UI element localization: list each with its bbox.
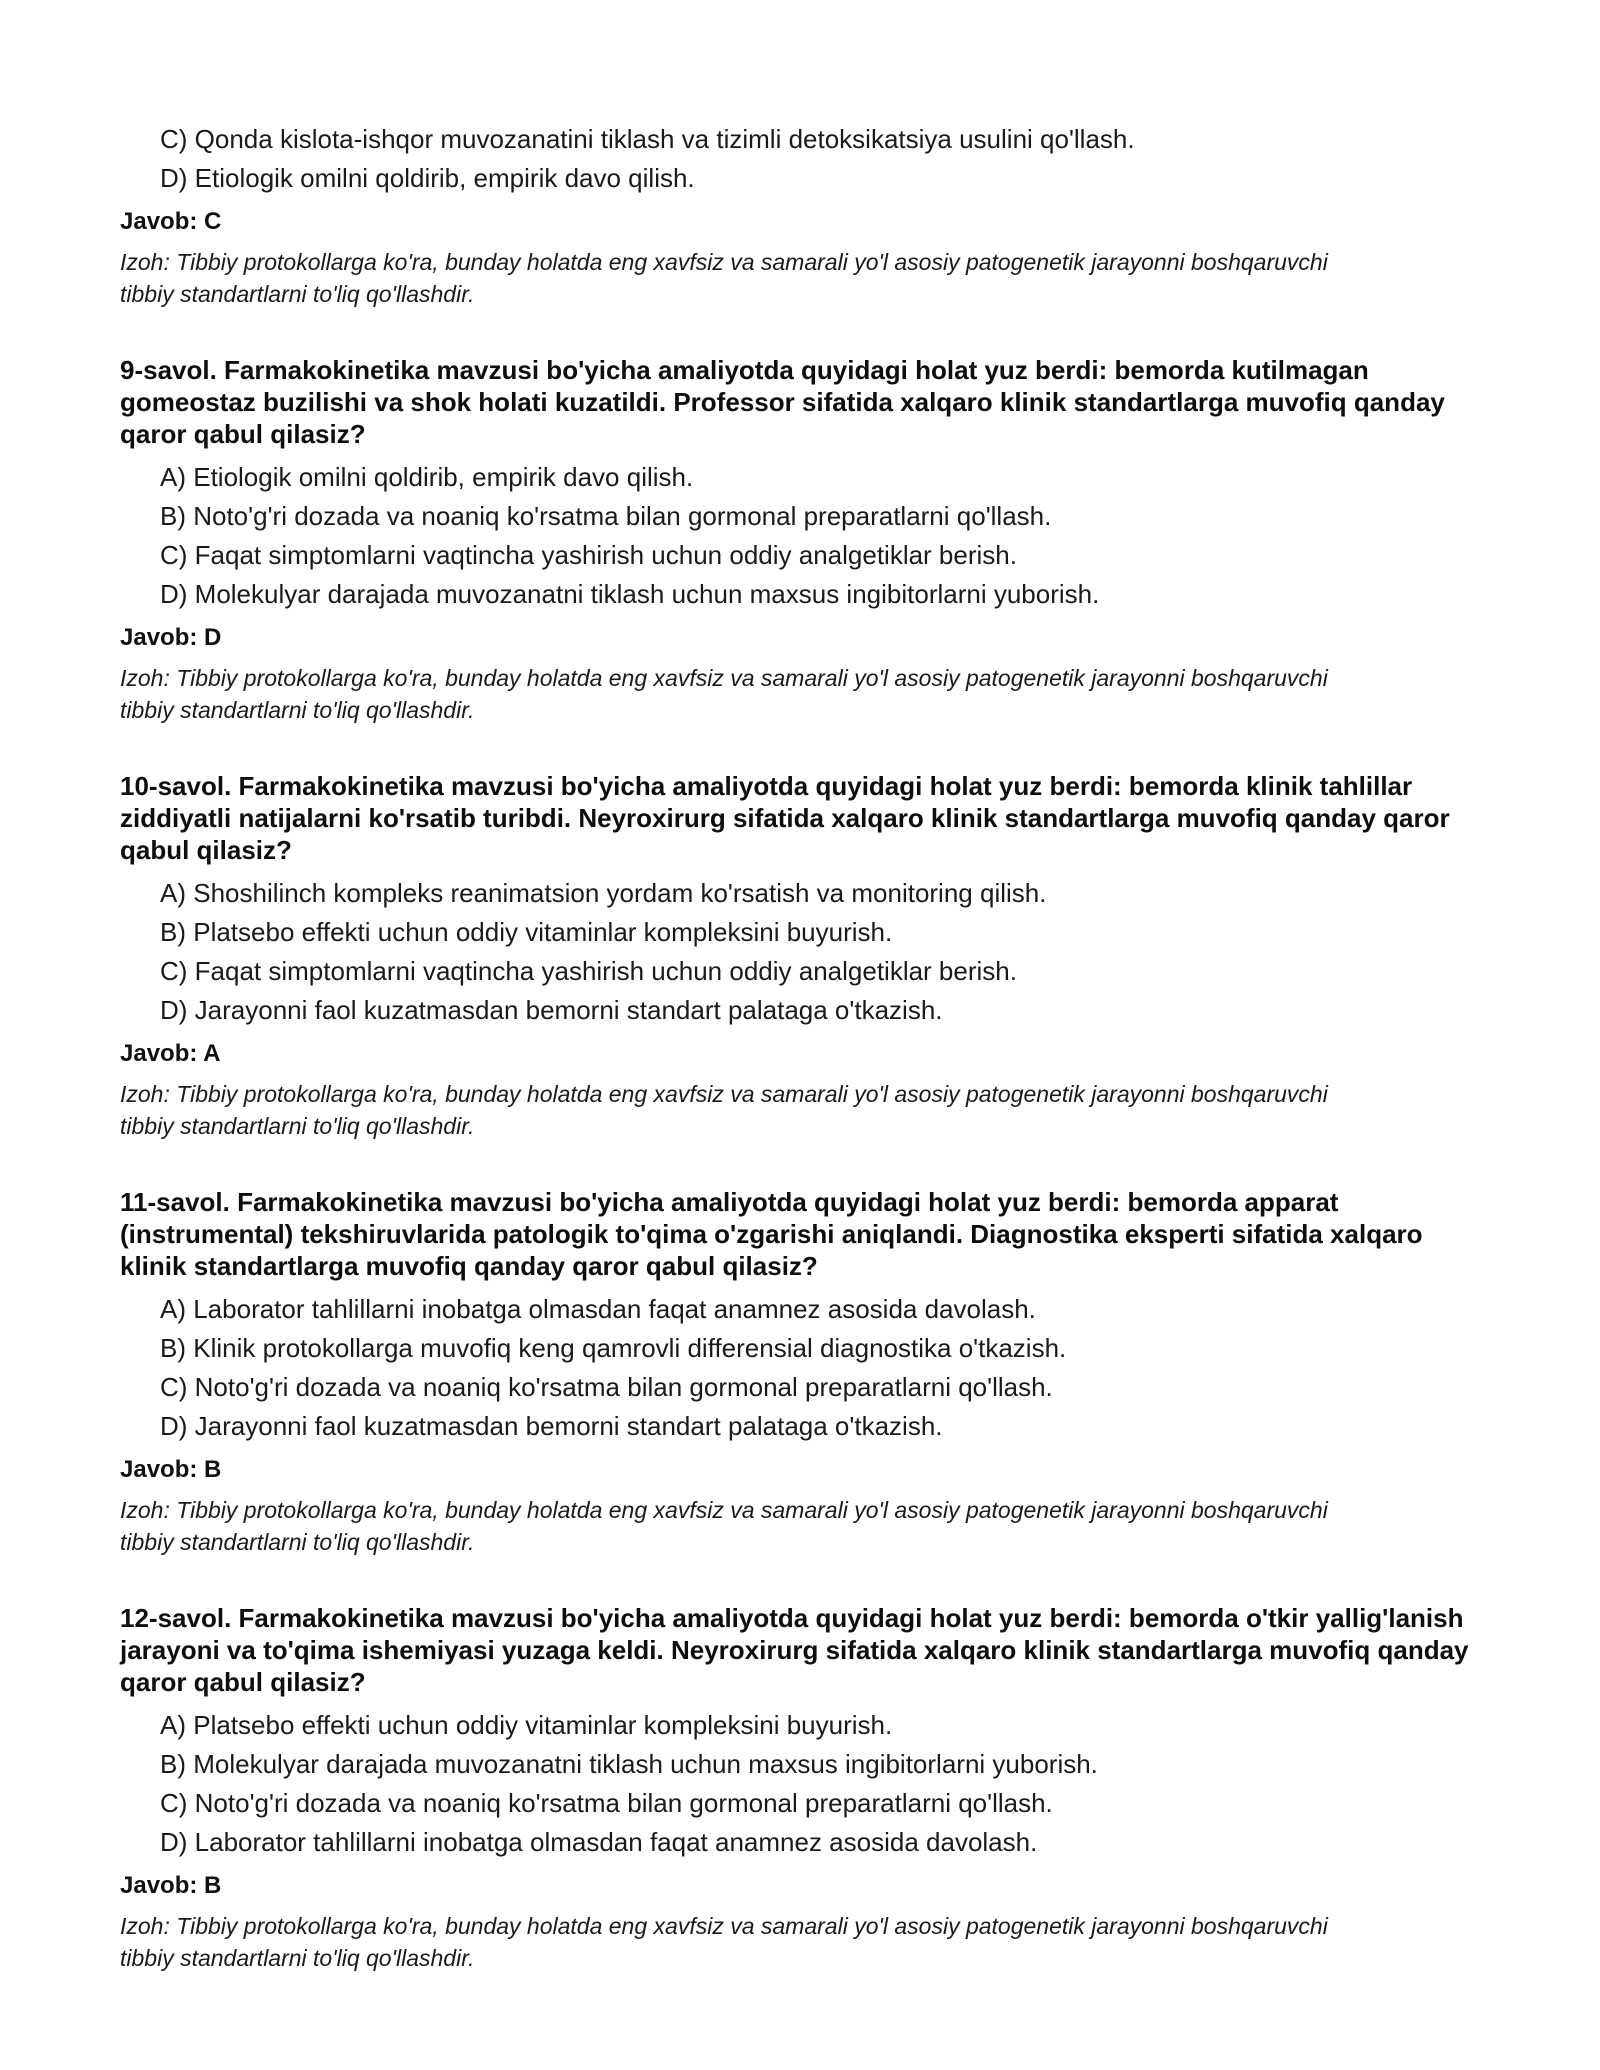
correct-answer: Javob: D bbox=[120, 624, 222, 651]
question-block-11 bbox=[120, 1186, 1480, 1558]
answer-options bbox=[120, 1706, 1480, 1862]
answer-option: C) Faqat simptomlarni vaqtincha yashirish uchun oddiy analgetiklar berish. bbox=[160, 956, 1017, 986]
answer-option: C) Noto'g'ri dozada va noaniq ko'rsatma bilan gormonal preparatlarni qo'llash. bbox=[160, 1372, 1053, 1402]
correct-answer: Javob: B bbox=[120, 1456, 222, 1483]
answer-option: D) Etiologik omilni qoldirib, empirik davo qilish. bbox=[160, 163, 695, 193]
answer-option: C) Qonda kislota-ishqor muvozanatini tiklash va tizimli detoksikatsiya usulini qo'llash. bbox=[160, 124, 1135, 154]
question-text: 11-savol. Farmakokinetika mavzusi bo'yicha amaliyotda quyidagi holat yuz berdi: bemorda apparat (instrumental) tekshiruvlarida patologik to'qima o'zgarishi aniqlandi. Diagnostika eksperti sifatida xalqaro klinik standartlarga muvofiq qanday qaror qabul qilasiz? bbox=[120, 1187, 1423, 1281]
answer-options bbox=[120, 874, 1480, 1030]
answer-option: B) Platsebo effekti uchun oddiy vitaminlar kompleksini buyurish. bbox=[160, 917, 893, 947]
answer-option: D) Molekulyar darajada muvozanatni tiklash uchun maxsus ingibitorlarni yuborish. bbox=[160, 579, 1100, 609]
answer-option: D) Laborator tahlillarni inobatga olmasdan faqat anamnez asosida davolash. bbox=[160, 1827, 1038, 1857]
correct-answer: Javob: A bbox=[120, 1040, 221, 1067]
explanation-note: Izoh: Tibbiy protokollarga ko'ra, bunday holatda eng xavfsiz va samarali yo'l asosiy patogenetik jarayonni boshqaruvchi tibbiy standartlarni to'liq qo'llashdir. bbox=[120, 1913, 1328, 1971]
answer-option: B) Molekulyar darajada muvozanatni tiklash uchun maxsus ingibitorlarni yuborish. bbox=[160, 1749, 1098, 1779]
explanation-note: Izoh: Tibbiy protokollarga ko'ra, bunday holatda eng xavfsiz va samarali yo'l asosiy patogenetik jarayonni boshqaruvchi tibbiy standartlarni to'liq qo'llashdir. bbox=[120, 249, 1328, 307]
answer-option: A) Shoshilinch kompleks reanimatsion yordam ko'rsatish va monitoring qilish. bbox=[160, 878, 1047, 908]
answer-option: A) Platsebo effekti uchun oddiy vitaminlar kompleksini buyurish. bbox=[160, 1710, 893, 1740]
question-block-9 bbox=[120, 354, 1480, 726]
answer-option: B) Noto'g'ri dozada va noaniq ko'rsatma bilan gormonal preparatlarni qo'llash. bbox=[160, 501, 1052, 531]
answer-option: B) Klinik protokollarga muvofiq keng qamrovli differensial diagnostika o'tkazish. bbox=[160, 1333, 1067, 1363]
answer-options bbox=[120, 458, 1480, 614]
answer-option: C) Noto'g'ri dozada va noaniq ko'rsatma bilan gormonal preparatlarni qo'llash. bbox=[160, 1788, 1053, 1818]
question-text: 12-savol. Farmakokinetika mavzusi bo'yicha amaliyotda quyidagi holat yuz berdi: bemorda o'tkir yallig'lanish jarayoni va to'qima ishemiyasi yuzaga keldi. Neyroxirurg sifatida xalqaro klinik standartlarga muvofiq qanday qaror qabul qilasiz? bbox=[120, 1603, 1469, 1697]
answer-option: D) Jarayonni faol kuzatmasdan bemorni standart palataga o'tkazish. bbox=[160, 1411, 943, 1441]
explanation-note: Izoh: Tibbiy protokollarga ko'ra, bunday holatda eng xavfsiz va samarali yo'l asosiy patogenetik jarayonni boshqaruvchi tibbiy standartlarni to'liq qo'llashdir. bbox=[120, 665, 1328, 723]
answer-options bbox=[120, 1290, 1480, 1446]
question-text: 9-savol. Farmakokinetika mavzusi bo'yicha amaliyotda quyidagi holat yuz berdi: bemorda kutilmagan gomeostaz buzilishi va shok holati kuzatildi. Professor sifatida xalqaro klinik standartlarga muvofiq qanday qaror qabul qilasiz? bbox=[120, 355, 1445, 449]
explanation-note: Izoh: Tibbiy protokollarga ko'ra, bunday holatda eng xavfsiz va samarali yo'l asosiy patogenetik jarayonni boshqaruvchi tibbiy standartlarni to'liq qo'llashdir. bbox=[120, 1497, 1328, 1555]
answer-option: D) Jarayonni faol kuzatmasdan bemorni standart palataga o'tkazish. bbox=[160, 995, 943, 1025]
question-text: 10-savol. Farmakokinetika mavzusi bo'yicha amaliyotda quyidagi holat yuz berdi: bemorda klinik tahlillar ziddiyatli natijalarni ko'rsatib turibdi. Neyroxirurg sifatida xalqaro klinik standartlarga muvofiq qanday qaror qabul qilasiz? bbox=[120, 771, 1450, 865]
correct-answer: Javob: B bbox=[120, 1872, 222, 1899]
correct-answer: Javob: C bbox=[120, 208, 222, 235]
answer-option: A) Laborator tahlillarni inobatga olmasdan faqat anamnez asosida davolash. bbox=[160, 1294, 1036, 1324]
question-block-10 bbox=[120, 770, 1480, 1142]
answer-options bbox=[120, 120, 1480, 198]
explanation-note: Izoh: Tibbiy protokollarga ko'ra, bunday holatda eng xavfsiz va samarali yo'l asosiy patogenetik jarayonni boshqaruvchi tibbiy standartlarni to'liq qo'llashdir. bbox=[120, 1081, 1328, 1139]
answer-option: C) Faqat simptomlarni vaqtincha yashirish uchun oddiy analgetiklar berish. bbox=[160, 540, 1017, 570]
previous-question-continuation bbox=[120, 120, 1480, 310]
question-block-12 bbox=[120, 1602, 1480, 1974]
answer-option: A) Etiologik omilni qoldirib, empirik davo qilish. bbox=[160, 462, 694, 492]
